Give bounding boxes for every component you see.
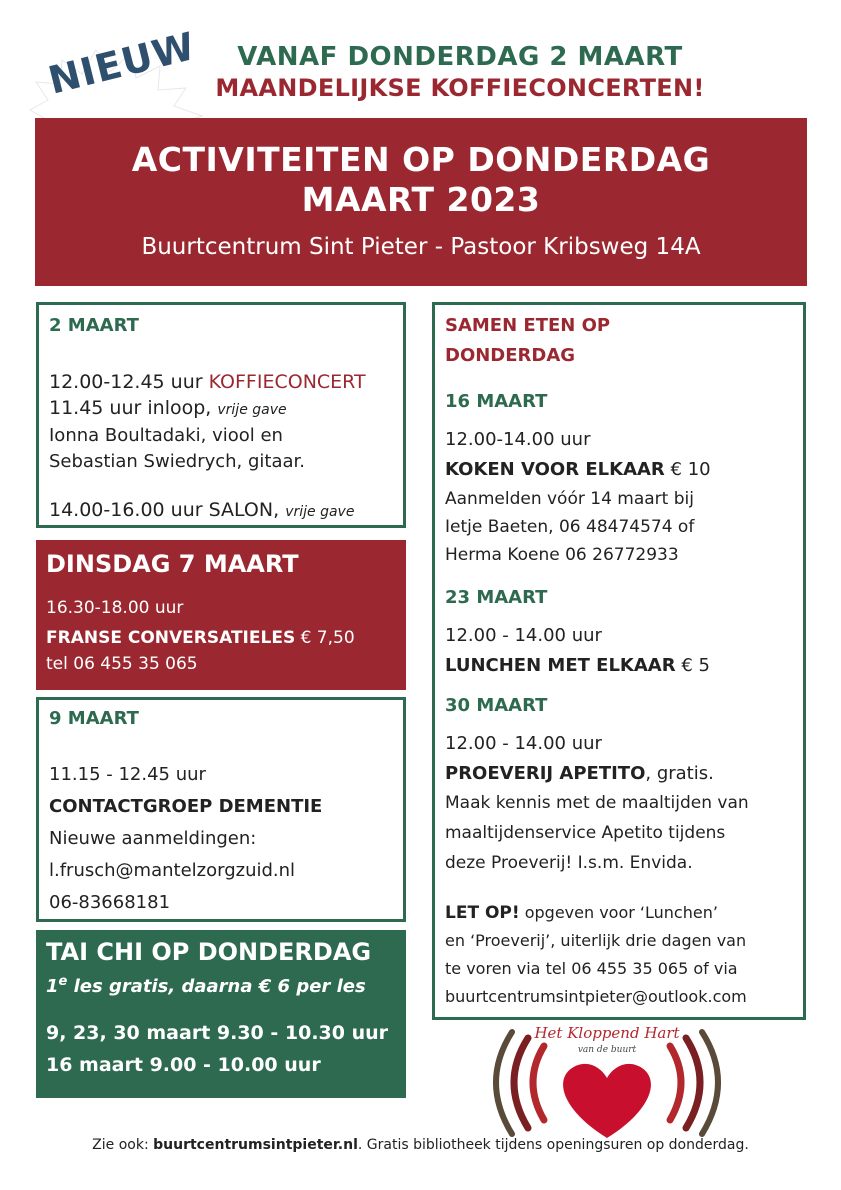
- march-9-event: CONTACTGROEP DEMENTIE: [49, 796, 323, 817]
- samen-16-price: € 10: [664, 459, 711, 480]
- performers-line-2: Sebastian Swiedrych, gitaar.: [49, 451, 306, 472]
- announcement-line-2: MAANDELIJKSE KOFFIECONCERTEN!: [215, 74, 705, 102]
- march-7-time: 16.30-18.00 uur: [46, 598, 184, 618]
- samen-30-heading: 30 MAART: [445, 695, 548, 716]
- samen-23-event-line: [445, 655, 710, 676]
- salon-gift: vrije gave: [285, 504, 355, 520]
- inloop-gift: vrije gave: [217, 402, 287, 418]
- main-banner: [35, 118, 807, 286]
- footer: [0, 1137, 841, 1153]
- note-bold: LET OP!: [445, 903, 520, 923]
- logo-subtitle: van de buurt: [577, 1045, 637, 1055]
- footer-website-link[interactable]: buurtcentrumsintpieter.nl: [153, 1137, 358, 1153]
- samen-30-line-3: deze Proeverij! I.s.m. Envida.: [445, 853, 693, 873]
- samen-16-line-3: Herma Koene 06 26772933: [445, 545, 679, 565]
- announcement-line-1: VANAF DONDERDAG 2 MAART: [237, 42, 683, 72]
- inloop-time: 11.45 uur inloop,: [49, 397, 212, 419]
- march-7-box: [36, 540, 406, 690]
- concert-time: 12.00-12.45 uur: [49, 371, 209, 393]
- logo-wave-left-1: [533, 1046, 544, 1120]
- taichi-schedule-2: 16 maart 9.00 - 10.00 uur: [46, 1054, 321, 1076]
- march-9-phone: 06-83668181: [49, 892, 171, 913]
- samen-23-price: € 5: [675, 655, 710, 676]
- samen-30-price: , gratis.: [645, 763, 714, 784]
- march-9-signup: Nieuwe aanmeldingen:: [49, 828, 257, 849]
- samen-30-time: 12.00 - 14.00 uur: [445, 733, 602, 754]
- footer-suffix: . Gratis bibliotheek tijdens openingsuren op donderdag.: [357, 1137, 749, 1153]
- samen-heading-2: DONDERDAG: [445, 345, 576, 366]
- taichi-schedule-1: 9, 23, 30 maart 9.30 - 10.30 uur: [46, 1022, 389, 1044]
- samen-23-heading: 23 MAART: [445, 587, 548, 608]
- march-9-time: 11.15 - 12.45 uur: [49, 764, 206, 785]
- banner-month: MAART 2023: [301, 180, 541, 219]
- note-line-1: [445, 903, 718, 923]
- march-2-inloop-line: [49, 397, 287, 419]
- taichi-offer-line: [46, 974, 366, 997]
- march-7-heading: DINSDAG 7 MAART: [46, 550, 299, 578]
- samen-30-line-1: Maak kennis met de maaltijden van: [445, 793, 749, 813]
- logo-wave-left-2: [514, 1038, 528, 1128]
- march-2-box: [36, 302, 406, 528]
- samen-16-time: 12.00-14.00 uur: [445, 429, 591, 450]
- logo-title: Het Kloppend Hart: [534, 1024, 680, 1042]
- logo-wave-right-3: [702, 1032, 718, 1134]
- logo-wave-right-1: [670, 1046, 681, 1120]
- kloppend-hart-logo: [492, 1024, 722, 1144]
- march-7-phone: tel 06 455 35 065: [46, 654, 198, 674]
- march-2-concert-line: [49, 371, 366, 393]
- samen-16-event: KOKEN VOOR ELKAAR: [445, 459, 665, 480]
- heart-icon: [563, 1064, 651, 1138]
- samen-30-event-line: [445, 763, 714, 784]
- footer-prefix: Zie ook:: [92, 1137, 154, 1153]
- concert-title: KOFFIECONCERT: [208, 371, 366, 393]
- samen-eten-box: [432, 302, 806, 1020]
- banner-address: Buurtcentrum Sint Pieter - Pastoor Kribsweg 14A: [141, 234, 701, 260]
- taichi-offer: les gratis, daarna € 6 per les: [67, 976, 366, 997]
- march-9-email[interactable]: l.frusch@mantelzorgzuid.nl: [49, 860, 296, 881]
- logo-wave-left-3: [496, 1032, 512, 1134]
- samen-23-time: 12.00 - 14.00 uur: [445, 625, 602, 646]
- march-7-event: FRANSE CONVERSATIELES: [46, 628, 296, 648]
- march-7-price: € 7,50: [295, 628, 355, 648]
- performers-line-1: Ionna Boultadaki, viool en: [49, 425, 283, 446]
- logo-wave-right-2: [686, 1038, 700, 1128]
- march-9-box: [36, 697, 406, 922]
- march-2-heading: 2 MAART: [49, 315, 139, 336]
- samen-heading-1: SAMEN ETEN OP: [445, 315, 611, 336]
- samen-16-line-2: Ietje Baeten, 06 48474574 of: [445, 517, 695, 537]
- note-text-1: opgeven voor ‘Lunchen’: [519, 903, 718, 922]
- samen-23-event: LUNCHEN MET ELKAAR: [445, 655, 676, 676]
- taichi-ordinal-sup: e: [58, 974, 68, 989]
- salon-time: 14.00-16.00 uur SALON,: [49, 499, 280, 521]
- taichi-heading: TAI CHI OP DONDERDAG: [46, 938, 372, 966]
- taichi-ordinal: 1: [46, 976, 59, 997]
- note-line-2: en ‘Proeverij’, uiterlijk drie dagen van: [445, 931, 747, 950]
- banner-title: ACTIVITEITEN OP DONDERDAG: [131, 140, 711, 179]
- samen-16-event-line: [445, 459, 711, 480]
- samen-30-line-2: maaltijdenservice Apetito tijdens: [445, 823, 726, 843]
- samen-16-heading: 16 MAART: [445, 391, 548, 412]
- samen-30-event: PROEVERIJ APETITO: [445, 763, 646, 784]
- march-7-event-line: [46, 628, 355, 648]
- note-email[interactable]: buurtcentrumsintpieter@outlook.com: [445, 987, 747, 1006]
- new-badge-label: NIEUW: [44, 23, 200, 103]
- salon-line: [49, 499, 354, 521]
- note-line-3: te voren via tel 06 455 35 065 of via: [445, 959, 738, 978]
- taichi-box: [36, 930, 406, 1098]
- samen-16-line-1: Aanmelden vóór 14 maart bij: [445, 489, 694, 509]
- march-9-heading: 9 MAART: [49, 708, 139, 729]
